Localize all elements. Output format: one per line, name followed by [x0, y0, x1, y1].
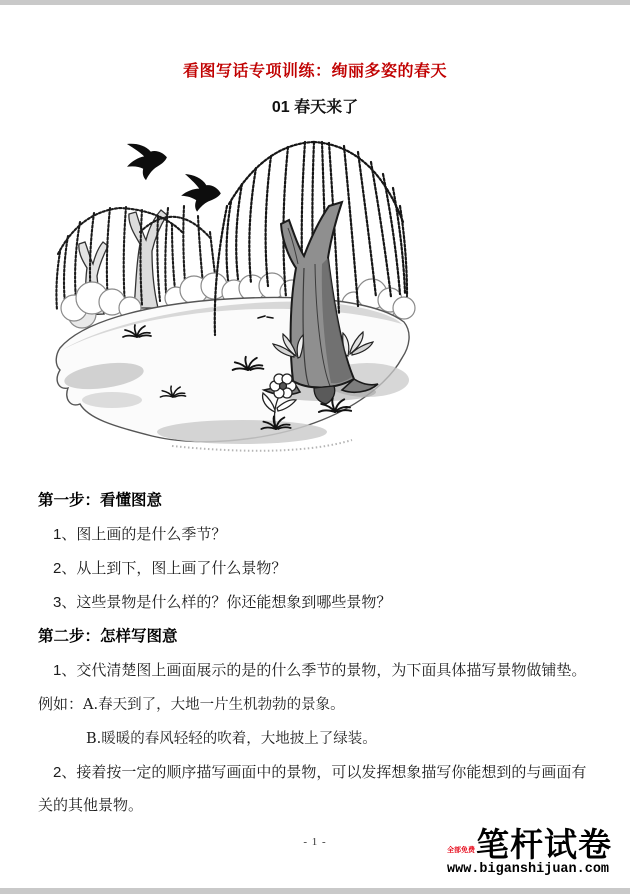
- step1-question-1: 1、图上画的是什么季节？: [53, 526, 227, 543]
- step2-paragraph-2: 2、接着按一定的顺序描写画面中的景物，可以发挥想象描写你能想到的与画面有关的其他景物。: [38, 764, 587, 814]
- scan-edge-top: [0, 0, 630, 5]
- logo-text: 笔杆试卷: [476, 826, 612, 863]
- logo-tagline: 全部免费: [447, 847, 475, 854]
- example-a-line: [38, 688, 594, 722]
- step2-heading: 第二步：怎样写图意: [38, 628, 178, 645]
- page-number: - 1 -: [303, 836, 327, 848]
- example-b-line: [38, 722, 594, 756]
- page-title: 看图写话专项训练：绚丽多姿的春天: [182, 63, 447, 80]
- watermark-logo: [447, 828, 612, 877]
- step1-question-3: 3、这些景物是什么样的？你还能想象到哪些景物？: [53, 594, 392, 611]
- page-subtitle: 01 春天来了: [271, 99, 359, 116]
- worksheet-content: [38, 484, 594, 822]
- step2-paragraph-1: 1、交代清楚图上画面展示的是的什么季节的景物，为下面具体描写景物做铺垫。: [53, 662, 587, 679]
- scan-edge-bottom: [0, 888, 630, 894]
- spring-illustration: [52, 136, 467, 470]
- logo-url: www.biganshijuan.com: [447, 862, 610, 877]
- step1-heading: 第一步：看懂图意: [38, 492, 163, 509]
- step1-question-2: 2、从上到下，图上画了什么景物？: [53, 560, 287, 577]
- example-label: 例如：: [38, 696, 84, 713]
- example-b-text: B.暖暖的春风轻轻的吹着，大地披上了绿装。: [86, 731, 377, 747]
- example-a-text: A.春天到了，大地一片生机勃勃的景象。: [83, 697, 345, 713]
- swallow-icons: [127, 144, 223, 215]
- meadow-ground: [56, 298, 409, 451]
